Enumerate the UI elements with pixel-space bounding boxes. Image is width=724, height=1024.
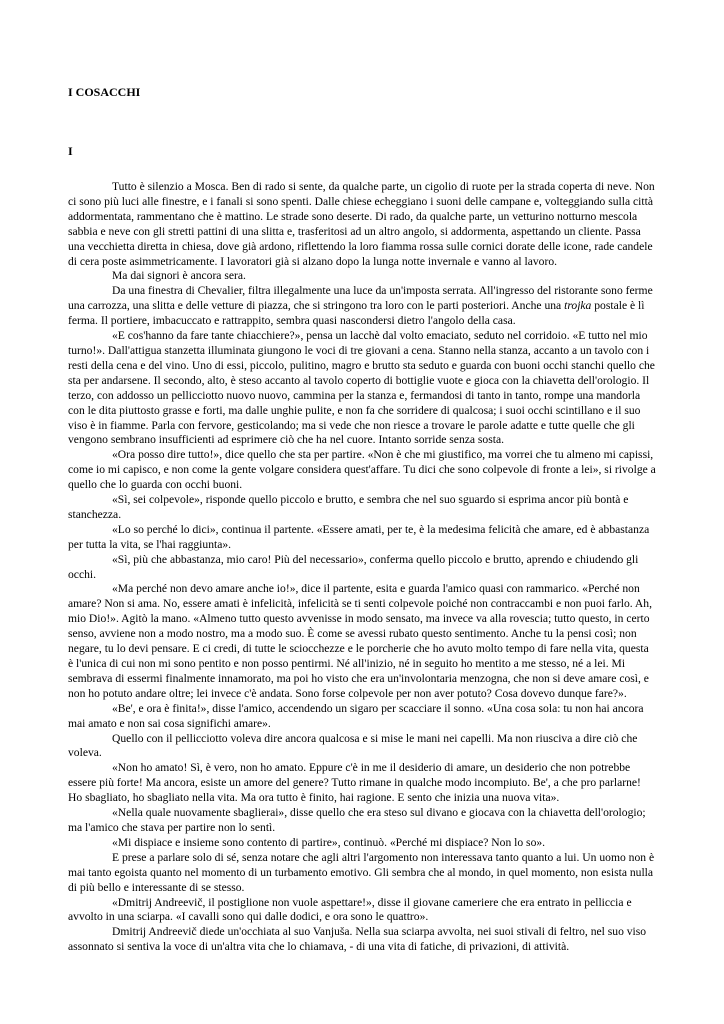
paragraph: Dmitrij Andreevič diede un'occhiata al suo Vanjuša. Nella sua sciarpa avvolta, nei suoi stivali di feltro, nel suo viso assonnato si sentiva la voce di un'altra vita che lo chiamava, - di una vita di fatiche, di privazioni, di attività. [68,925,647,954]
body-text [68,180,656,955]
paragraph: Tutto è silenzio a Mosca. Ben di rado si sente, da qualche parte, un cigolio di ruote per la strada coperta di neve. Non ci sono più luci alle finestre, e i fanali si sono spenti. Dalle chiese echeggiano i suoni delle campane e, volteggiando sulla città addormentata, rammentano che è mattino. Le strade sono deserte. Di rado, da qualche parte, un vetturino notturno mescola sabbia e neve con gli stretti pattini di una slitta e, trasferitosi ad un altro angolo, si addormenta, aspettando un cliente. Passa una vecchietta diretta in chiesa, dove già ardono, riflettendo la loro fiamma rossa sulle cornici dorate delle icone, rade candele di cera poste asimmetricamente. I lavoratori già si alzano dopo la lunga notte invernale e vanno al lavoro. [68,180,655,268]
paragraph: «Sì, più che abbastanza, mio caro! Più del necessario», conferma quello piccolo e brutto, aprendo e chiudendo gli occhi. [68,552,639,581]
paragraph-text: postale è lì ferma. Il portiere, imbacuccato e rattrappito, sembra quasi nascondersi dietro l'angolo della casa. [68,299,645,328]
paragraph: «Ora posso dire tutto!», dice quello che sta per partire. «Non è che mi giustifico, ma vorrei che tu almeno mi capissi, come io mi capisco, e non come la gente volgare considera quest'affare. Tu dici che sono colpevole di fronte a lei», si rivolge a quello che lo guarda con occhi buoni. [68,448,656,492]
paragraph: «E cos'hanno da fare tante chiacchiere?», pensa un lacchè dal volto emaciato, seduto nel corridoio. «E tutto nel mio turno!». Dall'attigua stanzetta illuminata giungono le voci di tre giovani a cena. Stanno nella stanza, accanto a un tavolo con i resti della cena e del vino. Uno di essi, piccolo, pulitino, magro e brutto sta seduto e guarda con buoni occhi stanchi quello che sta per andarsene. Il secondo, alto, è steso accanto al tavolo coperto di bottiglie vuote e gioca con la chiavetta dell'orologio. Il terzo, con addosso un pellicciotto nuovo nuovo, cammina per la stanza e, fermandosi di tanto in tanto, rompe una mandorla con le dita piuttosto grasse e forti, ma dalle unghie pulite, e non fa che sorridere di qualcosa; i suoi occhi scintillano e il suo viso è in fiamme. Parla con fervore, gesticolando; ma si vede che non riesce a trovare le parole adatte e tutte quelle che gli vengono sembrano insufficienti ad esprimere ciò che ha nel cuore. Intanto sorride senza sosta. [68,329,655,447]
paragraph: «Mi dispiace e insieme sono contento di partire», continuò. «Perché mi dispiace? Non lo so». [112,835,546,849]
paragraph [68,284,656,329]
paragraph-text: Da una finestra di Chevalier, filtra illegalmente una luce da un'imposta serrata. All'ingresso del ristorante sono ferme una carrozza, una slitta e delle vetture di piazza, che si stringono tra loro con le parti posteriori. Anche una [68,284,653,313]
paragraph: «Lo so perché lo dici», continua il partente. «Essere amati, per te, è la medesima felicità che amare, ed è abbastanza per tutta la vita, se l'hai raggiunta». [68,522,650,551]
paragraph: «Nella quale nuovamente sbaglierai», disse quello che era steso sul divano e giocava con la chiavetta dell'orologio; ma l'amico che stava per partire non lo sentì. [68,806,646,834]
paragraph: E prese a parlare solo di sé, senza notare che agli altri l'argomento non interessava tanto quanto a lui. Un uomo non è mai tanto egoista quanto nel momento di un turbamento emotivo. Gli sembra che al mondo, in quel momento, non esista nulla di più bello e interessante di se stesso. [68,850,655,894]
paragraph: «Non ho amato! Sì, è vero, non ho amato. Eppure c'è in me il desiderio di amare, un desiderio che non potrebbe essere più forte! Ma ancora, esiste un amore del genere? Tutto rimane in qualche modo incompiuto. Be', a che pro parlarne! Ho sbagliato, ho sbagliato nella vita. Ma ora tutto è finito, hai ragione. E sento che inizia una nuova vita». [68,761,641,805]
paragraph: Quello con il pellicciotto voleva dire ancora qualcosa e si mise le mani nei capelli. Ma non riusciva a dire ciò che voleva. [68,731,638,760]
paragraph: «Dmitrij Andreevič, il postiglione non vuole aspettare!», disse il giovane cameriere che era entrato in pelliccia e avvolto in una sciarpa. «I cavalli sono qui dalle dodici, e ora sono le quattro». [68,895,632,924]
chapter-heading: I [68,144,73,158]
paragraph: «Be', e ora è finita!», disse l'amico, accendendo un sigaro per scacciare il sonno. «Una cosa sola: tu non hai ancora mai amato e non sai cosa significhi amare». [68,701,644,730]
paragraph: «Ma perché non devo amare anche io!», dice il partente, esita e guarda l'amico quasi con rammarico. «Perché non amare? Non si ama. No, essere amati è infelicità, infelicità se ti senti colpevole poiché non contraccambi e non puoi farlo. Ah, mio Dio!». Agitò la mano. «Almeno tutto questo avvenisse in modo sensato, ma invece va alla rovescia; tutto questo, in certo senso, avviene non a modo nostro, ma a modo suo. È come se avessi rubato questo sentimento. Anche tu la pensi così; non negare, tu lo devi pensare. E ci credi, di tutte le sciocchezze e le porcherie che ho avuto molto tempo di fare nella vita, questa è l'unica di cui non mi sono pentito e non posso pentirmi. Né all'inizio, né in seguito ho mentito a me stesso, né a lei. Mi sembrava di essermi finalmente innamorato, ma poi ho visto che era un'involontaria menzogna, che non si deve amare così, e non ho potuto andare oltre; lei invece c'è andata. Sono forse colpevole per non aver potuto? Cosa dovevo dunque fare?». [68,582,652,700]
paragraph: «Sì, sei colpevole», risponde quello piccolo e brutto, e sembra che nel suo sguardo si esprima ancor più bontà e stanchezza. [68,493,629,521]
italic-word: trojka [564,299,592,313]
paragraph: Ma dai signori è ancora sera. [112,269,246,283]
book-title: I COSACCHI [68,85,141,99]
